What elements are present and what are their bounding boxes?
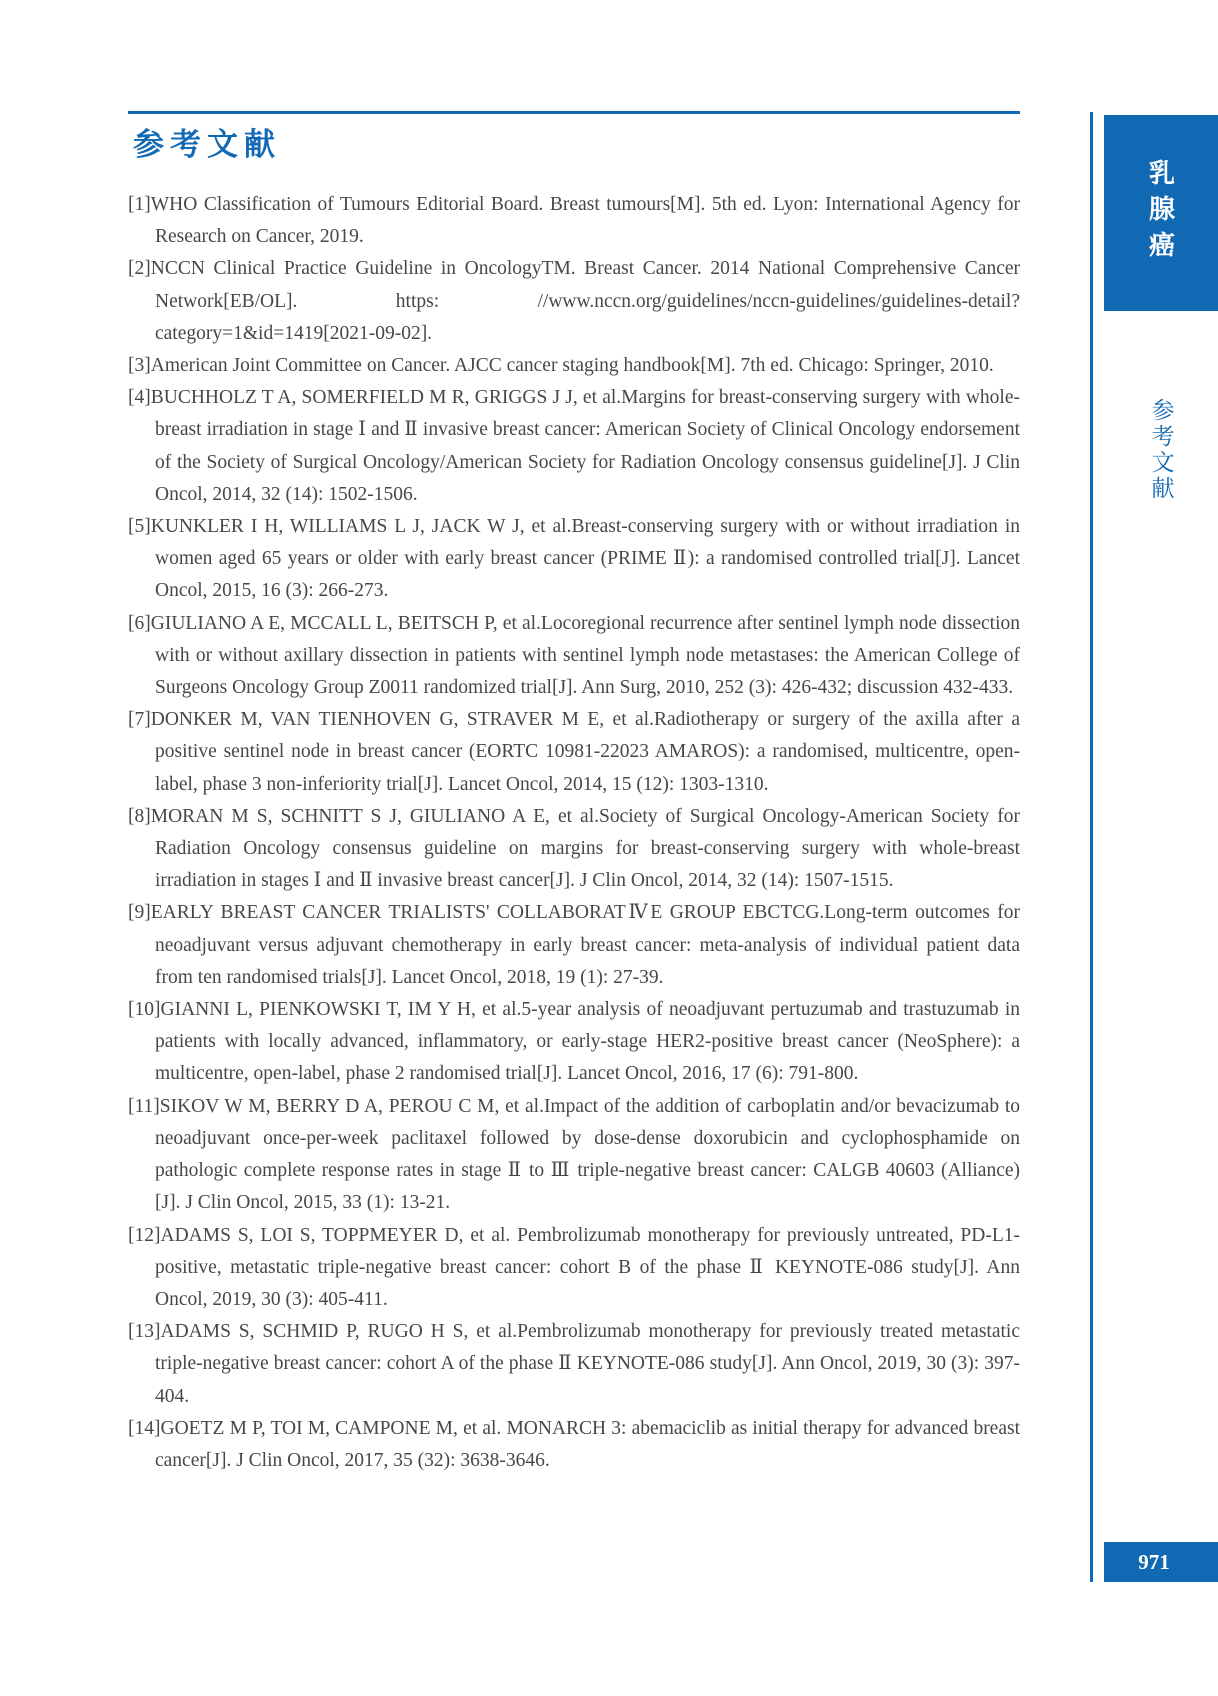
- reference-id: [12]: [128, 1224, 161, 1246]
- references-heading: 参考文献: [133, 127, 281, 162]
- reference-list: [128, 189, 1020, 1477]
- reference-id: [7]: [128, 709, 151, 731]
- reference-text: SIKOV W M, BERRY D A, PEROU C M, et al.Impact of the addition of carboplatin and/or bevacizumab to neoadjuvant once-per-week paclitaxel followed by dose-dense doxorubicin and cyclophosphamide on pathologic complete response rates in stage Ⅱ to Ⅲ triple-negative breast cancer: CALGB 40603 (Alliance) [J]. J Clin Oncol, 2015, 33 (1): 13-21.: [155, 1095, 1020, 1214]
- reference-text: BUCHHOLZ T A, SOMERFIELD M R, GRIGGS J J, et al.Margins for breast-conserving surgery with whole-breast irradiation in stage Ⅰ and Ⅱ invasive breast cancer: American Society of Clinical Oncology endorsement of the Society of Surgical Oncology/American Society for Radiation Oncology consensus guideline[J]. J Clin Oncol, 2014, 32 (14): 1502-1506.: [150, 387, 1020, 505]
- reference-text: DONKER M, VAN TIENHOVEN G, STRAVER M E, et al.Radiotherapy or surgery of the axilla after a positive sentinel node in breast cancer (EORTC 10981-22023 AMAROS): a randomised, multicentre, open-label, phase 3 non-inferiority trial[J]. Lancet Oncol, 2014, 15 (12): 1303-1310.: [150, 709, 1020, 795]
- reference-item: [128, 511, 1020, 608]
- reference-item: [128, 704, 1020, 801]
- reference-item: [128, 897, 1020, 994]
- reference-text: KUNKLER I H, WILLIAMS L J, JACK W J, et al.Breast-conserving surgery with or without irradiation in women aged 65 years or older with early breast cancer (PRIME Ⅱ): a randomised controlled trial[J]. Lancet Oncol, 2015, 16 (3): 266-273.: [150, 516, 1020, 602]
- section-tab: [1104, 398, 1218, 502]
- reference-id: [14]: [128, 1417, 161, 1439]
- reference-text: WHO Classification of Tumours Editorial Board. Breast tumours[M]. 5th ed. Lyon: International Agency for Research on Cancer, 2019.: [150, 194, 1020, 248]
- reference-id: [5]: [128, 516, 151, 538]
- reference-item: [128, 1413, 1020, 1477]
- reference-id: [9]: [128, 902, 151, 924]
- reference-id: [3]: [128, 355, 151, 377]
- reference-item: [128, 382, 1020, 511]
- header-rule: [128, 111, 1020, 114]
- reference-item: [128, 189, 1020, 253]
- sidebar-divider: [1090, 112, 1093, 1582]
- reference-item: [128, 1316, 1020, 1413]
- reference-item: [128, 350, 1020, 382]
- chapter-tab: [1104, 115, 1218, 311]
- reference-id: [2]: [128, 258, 151, 280]
- page-number-badge: [1104, 1542, 1218, 1582]
- reference-text: GIULIANO A E, MCCALL L, BEITSCH P, et al.Locoregional recurrence after sentinel lymph node dissection with or without axillary dissection in patients with sentinel lymph node metastases: the American College of Surgeons Oncology Group Z0011 randomized trial[J]. Ann Surg, 2010, 252 (3): 426-432; discussion 432-433.: [150, 612, 1020, 699]
- reference-id: [13]: [128, 1321, 161, 1343]
- reference-text: NCCN Clinical Practice Guideline in OncologyTM. Breast Cancer. 2014 National Comprehensive Cancer Network[EB/OL]. https: //www.nccn.org/guidelines/nccn-guidelines/guidelines-detail?category=1&id=1419[2021-09-02].: [150, 258, 1020, 344]
- reference-id: [6]: [128, 612, 151, 634]
- page-number: 971: [1138, 1549, 1170, 1574]
- reference-item: [128, 801, 1020, 898]
- reference-item: [128, 1220, 1020, 1317]
- reference-item: [128, 1091, 1020, 1220]
- reference-text: ADAMS S, LOI S, TOPPMEYER D, et al. Pembrolizumab monotherapy for previously untreated, PD-L1-positive, metastatic triple-negative breast cancer: cohort B of the phase Ⅱ KEYNOTE-086 study[J]. Ann Oncol, 2019, 30 (3): 405-411.: [155, 1224, 1020, 1310]
- section-tab-label: 参考文献: [1148, 398, 1174, 502]
- reference-item: [128, 253, 1020, 350]
- reference-item: [128, 994, 1020, 1091]
- reference-text: ADAMS S, SCHMID P, RUGO H S, et al.Pembrolizumab monotherapy for previously treated metastatic triple-negative breast cancer: cohort A of the phase Ⅱ KEYNOTE-086 study[J]. Ann Oncol, 2019, 30 (3): 397-404.: [155, 1321, 1020, 1407]
- reference-text: MORAN M S, SCHNITT S J, GIULIANO A E, et al.Society of Surgical Oncology-American Society for Radiation Oncology consensus guideline on margins for breast-conserving surgery with whole-breast irradiation in stages Ⅰ and Ⅱ invasive breast cancer[J]. J Clin Oncol, 2014, 32 (14): 1507-1515.: [150, 805, 1020, 892]
- reference-text: GIANNI L, PIENKOWSKI T, IM Y H, et al.5-year analysis of neoadjuvant pertuzumab and trastuzumab in patients with locally advanced, inflammatory, or early-stage HER2-positive breast cancer (NeoSphere): a multicentre, open-label, phase 2 randomised trial[J]. Lancet Oncol, 2016, 17 (6): 791-800.: [155, 999, 1020, 1085]
- reference-id: [4]: [128, 387, 151, 409]
- reference-id: [8]: [128, 805, 151, 827]
- chapter-tab-label: 乳腺癌: [1145, 159, 1176, 267]
- reference-text: GOETZ M P, TOI M, CAMPONE M, et al. MONARCH 3: abemaciclib as initial therapy for advanced breast cancer[J]. J Clin Oncol, 2017, 35 (32): 3638-3646.: [155, 1417, 1020, 1471]
- reference-id: [11]: [128, 1095, 160, 1117]
- reference-item: [128, 608, 1020, 705]
- reference-text: American Joint Committee on Cancer. AJCC cancer staging handbook[M]. 7th ed. Chicago: Springer, 2010.: [150, 355, 994, 377]
- reference-id: [10]: [128, 999, 161, 1021]
- reference-text: EARLY BREAST CANCER TRIALISTS' COLLABORATⅣE GROUP EBCTCG.Long-term outcomes for neoadjuvant versus adjuvant chemotherapy in early breast cancer: meta-analysis of individual patient data from ten randomised trials[J]. Lancet Oncol, 2018, 19 (1): 27-39.: [150, 902, 1020, 988]
- reference-id: [1]: [128, 194, 151, 215]
